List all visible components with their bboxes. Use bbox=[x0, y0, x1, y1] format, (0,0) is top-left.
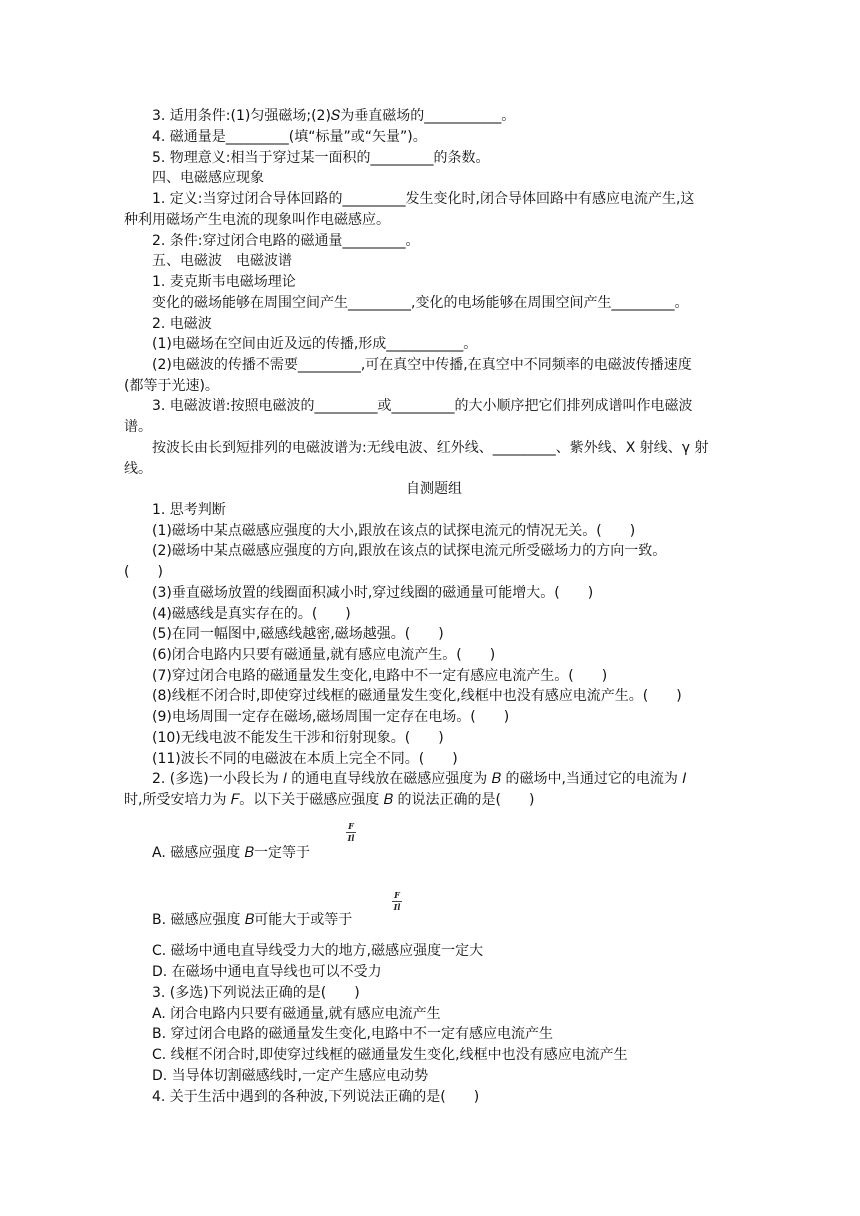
question-stem: 2. (多选)一小段长为 𝑙 的通电直导线放在磁感应强度为 𝐵 的磁场中,当通过它的电流为 𝐼 bbox=[152, 771, 687, 787]
option-c: C. 线框不闭合时,即使穿过线框的磁通量发生变化,线框中也没有感应电流产生 bbox=[152, 1047, 628, 1063]
question-item: (10)无线电波不能发生干涉和衍射现象。( ) bbox=[152, 730, 444, 746]
question-item: (6)闭合电路内只要有磁通量,就有感应电流产生。( ) bbox=[152, 647, 496, 663]
text-line: 谱。 bbox=[124, 419, 152, 435]
text-line: 1. 思考判断 bbox=[152, 502, 226, 518]
text-line: 4. 磁通量是_________(填“标量”或“矢量”)。 bbox=[152, 129, 427, 145]
question-stem: 4. 关于生活中遇到的各种波,下列说法正确的是( ) bbox=[152, 1089, 480, 1105]
section-heading: 五、电磁波 电磁波谱 bbox=[152, 253, 292, 269]
text-line: 2. 条件:穿过闭合电路的磁通量_________。 bbox=[152, 233, 420, 249]
text-line: (1)电磁场在空间由近及远的传播,形成___________。 bbox=[152, 336, 478, 352]
text-line: 时,所受安培力为 𝐹。以下关于磁感应强度 𝐵 的说法正确的是( ) bbox=[124, 792, 535, 808]
option-a: A. 磁感应强度 𝐵一定等于 bbox=[152, 845, 310, 861]
question-item: (7)穿过闭合电路的磁通量发生变化,电路中不一定有感应电流产生。( ) bbox=[152, 668, 608, 684]
option-c: C. 磁场中通电直导线受力大的地方,磁感应强度一定大 bbox=[152, 943, 484, 959]
fraction-numerator: F bbox=[348, 821, 354, 831]
text-line: 种利用磁场产生电流的现象叫作电磁感应。 bbox=[124, 212, 390, 228]
option-a: A. 闭合电路内只要有磁通量,就有感应电流产生 bbox=[152, 1006, 441, 1022]
question-item: (2)磁场中某点磁感应强度的方向,跟放在该点的试探电流元所受磁场力的方向一致。 bbox=[152, 543, 667, 559]
fraction-denominator: Il bbox=[347, 833, 355, 843]
question-item: (8)线框不闭合时,即使穿过线框的磁通量发生变化,线框中也没有感应电流产生。( ) bbox=[152, 688, 682, 704]
option-d: D. 在磁场中通电直导线也可以不受力 bbox=[152, 964, 382, 980]
text-line: 1. 定义:当穿过闭合导体回路的_________发生变化时,闭合导体回路中有感应电流产生,这 bbox=[152, 191, 695, 207]
fraction-f-over-il bbox=[344, 822, 358, 843]
question-stem: 3. (多选)下列说法正确的是( ) bbox=[152, 985, 360, 1001]
text-line: 5. 物理意义:相当于穿过某一面积的_________的条数。 bbox=[152, 150, 490, 166]
text-line: 按波长由长到短排列的电磁波谱为:无线电波、红外线、_________、紫外线、X 射线、γ 射 bbox=[152, 440, 709, 456]
text-line: ( ) bbox=[124, 564, 163, 580]
fraction-numerator: F bbox=[394, 890, 400, 900]
question-item: (3)垂直磁场放置的线圈面积减小时,穿过线圈的磁通量可能增大。( ) bbox=[152, 585, 594, 601]
text-line: 2. 电磁波 bbox=[152, 316, 212, 332]
text-line: 线。 bbox=[124, 461, 152, 477]
section-heading: 四、电磁感应现象 bbox=[152, 170, 264, 186]
question-item: (4)磁感线是真实存在的。( ) bbox=[152, 606, 351, 622]
question-item: (5)在同一幅图中,磁感线越密,磁场越强。( ) bbox=[152, 626, 444, 642]
text-line: 变化的磁场能够在周围空间产生_________,变化的电场能够在周围空间产生_________。 bbox=[152, 295, 689, 311]
text-line: (2)电磁波的传播不需要_________,可在真空中传播,在真空中不同频率的电磁波传播速度 bbox=[152, 357, 692, 373]
text-line: 3. 适用条件:(1)匀强磁场;(2)𝑆为垂直磁场的___________。 bbox=[152, 108, 516, 124]
question-item: (1)磁场中某点磁感应强度的大小,跟放在该点的试探电流元的情况无关。( ) bbox=[152, 523, 636, 539]
section-title: 自测题组 bbox=[406, 481, 462, 497]
text-line: 1. 麦克斯韦电磁场理论 bbox=[152, 274, 296, 290]
option-b: B. 穿过闭合电路的磁通量发生变化,电路中不一定有感应电流产生 bbox=[152, 1026, 553, 1042]
fraction-f-over-il bbox=[390, 891, 404, 912]
text-line: 3. 电磁波谱:按照电磁波的_________或_________的大小顺序把它们排列成谱叫作电磁波 bbox=[152, 398, 693, 414]
question-item: (9)电场周围一定存在磁场,磁场周围一定存在电场。( ) bbox=[152, 709, 510, 725]
option-b: B. 磁感应强度 𝐵可能大于或等于 bbox=[152, 912, 353, 928]
text-line: (都等于光速)。 bbox=[124, 378, 219, 394]
question-item: (11)波长不同的电磁波在本质上完全不同。( ) bbox=[152, 751, 458, 767]
fraction-denominator: Il bbox=[393, 902, 401, 912]
option-d: D. 当导体切割磁感线时,一定产生感应电动势 bbox=[152, 1068, 429, 1084]
